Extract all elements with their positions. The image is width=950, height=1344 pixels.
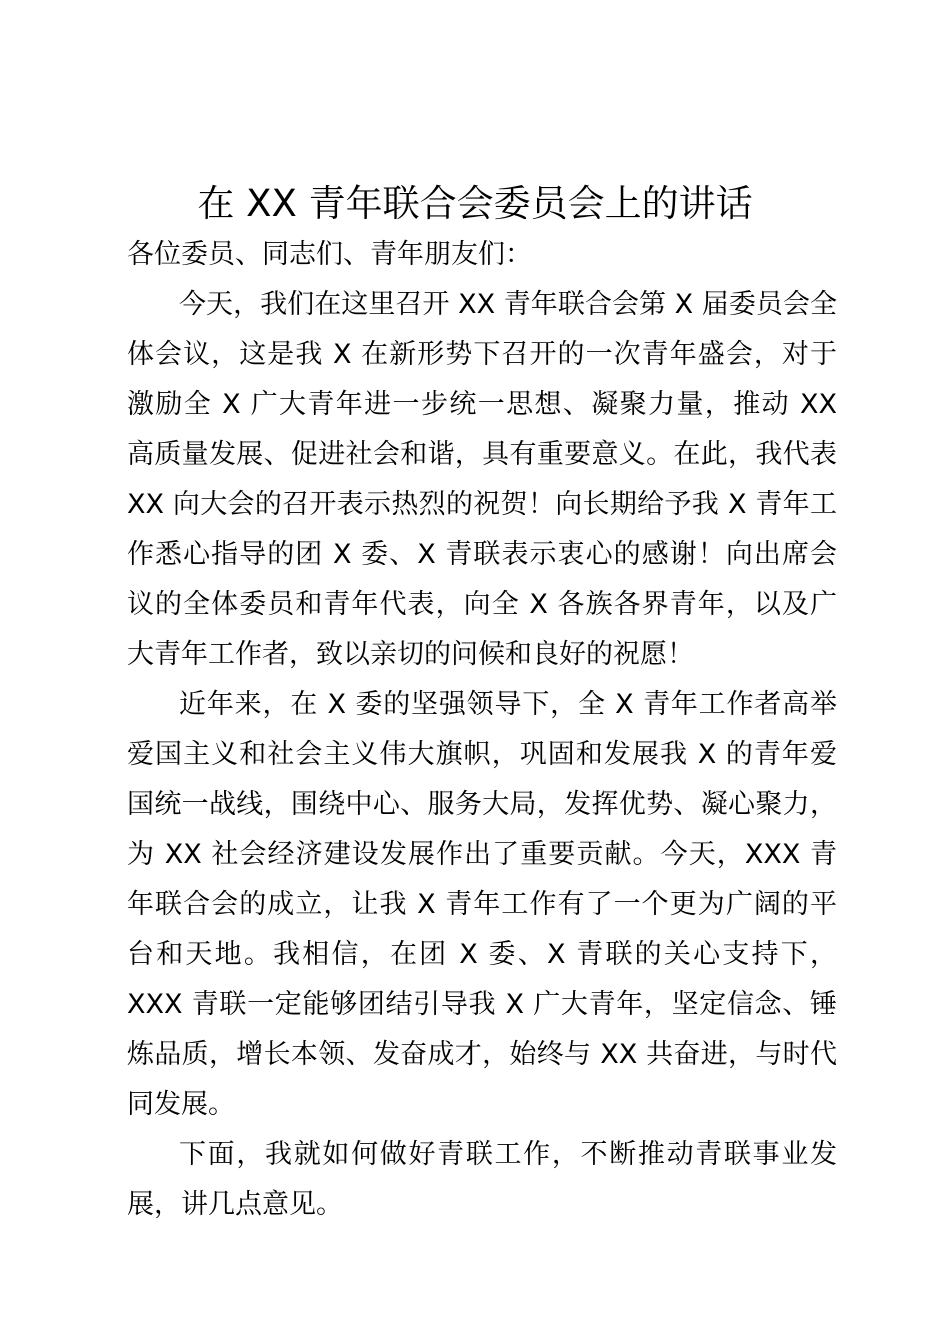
document-title: 在 XX 青年联合会委员会上的讲话 <box>197 182 753 225</box>
paragraph-2: 近年来，在 X 委的坚强领导下，全 X 青年工作者高举爱国主义和社会主义伟大旗帜，巩固和发展我 X 的青年爱国统一战线，围绕中心、服务大局，发挥优势、凝心聚力，为 XX 社会经济建设发展作出了重要贡献。今天，XXX 青年联合会的成立，让我 X 青年工作有了一个更为广阔的平台和天地。我相信，在团 X 委、X 青联的关心支持下，XXX 青联一定能够团结引导我 X 广大青年，坚定信念、锤炼品质，增长本领、发奋成才，始终与 XX 共奋进，与时代同发展。 <box>127 689 837 1120</box>
salutation: 各位委员、同志们、青年朋友们： <box>127 239 532 270</box>
paragraph-3: 下面，我就如何做好青联工作，不断推动青联事业发展，讲几点意见。 <box>127 1139 837 1220</box>
paragraph-1: 今天，我们在这里召开 XX 青年联合会第 X 届委员会全体会议，这是我 X 在新形势下召开的一次青年盛会，对于激励全 X 广大青年进一步统一思想、凝聚力量，推动 XX 高质量发展、促进社会和谐，具有重要意义。在此，我代表 XX 向大会的召开表示热烈的祝贺！向长期给予我 X 青年工作悉心指导的团 X 委、X 青联表示衷心的感谢！向出席会议的全体委员和青年代表，向全 X 各族各界青年，以及广大青年工作者，致以亲切的问候和良好的祝愿！ <box>127 289 837 670</box>
document-body <box>127 230 837 1230</box>
